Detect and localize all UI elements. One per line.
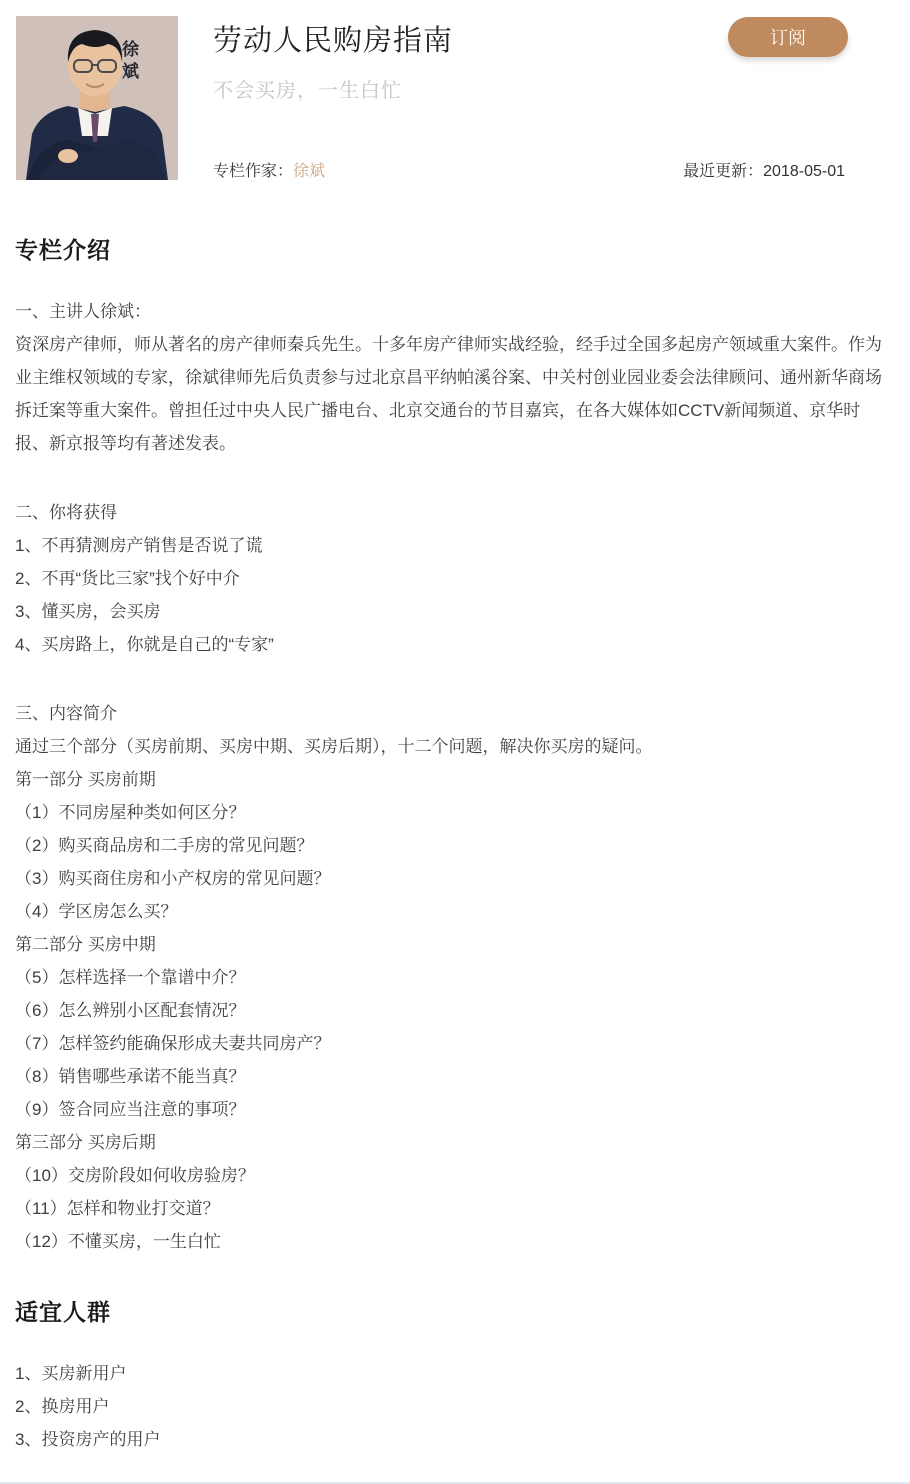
paragraph	[15, 295, 888, 460]
text-line: 第三部分 买房后期	[15, 1133, 156, 1152]
column-header	[0, 0, 910, 196]
content	[0, 232, 910, 1456]
text-line: 资深房产律师，师从著名的房产律师秦兵先生。十多年房产律师实战经验，经手过全国多起房产领域重大案件。作为业主维权领域的专家，徐斌律师先后负责参与过北京昌平纳帕溪谷案、中关村创业园业委会法律顾问、通州新华商场拆迁案等重大案件。曾担任过中央人民广播电台、北京交通台的节目嘉宾，在各大媒体如CCTV新闻频道、京华时报、新京报等均有著述发表。	[15, 335, 882, 453]
text-line: 3、懂买房，会买房	[15, 602, 161, 621]
section-heading-1: 适宜人群	[15, 1299, 111, 1325]
author-label: 专栏作家：	[213, 163, 294, 180]
text-line: （5）怎样选择一个靠谱中介？	[15, 968, 246, 987]
paragraph	[15, 496, 888, 661]
update-meta	[683, 158, 845, 181]
text-line: （12）不懂买房，一生白忙	[15, 1232, 221, 1251]
subscribe-button[interactable]: 订阅	[728, 17, 848, 57]
header-meta-row	[213, 158, 845, 181]
section-heading-0: 专栏介绍	[15, 237, 111, 263]
text-line: （3）购买商住房和小产权房的常见问题？	[15, 869, 331, 888]
text-line: 1、买房新用户	[15, 1364, 127, 1383]
author-photo-name-caption: 徐斌	[119, 40, 138, 84]
text-line: （11）怎样和物业打交道？	[15, 1199, 220, 1218]
text-line: 1、不再猜测房产销售是否说了谎	[15, 536, 263, 555]
text-line: 三、内容简介	[15, 704, 117, 723]
text-line: （8）销售哪些承诺不能当真？	[15, 1067, 246, 1086]
text-line: （4）学区房怎么买？	[15, 902, 178, 921]
text-line: 一、主讲人徐斌：	[15, 302, 151, 321]
page-title: 劳动人民购房指南	[213, 25, 454, 57]
author-photo-illustration	[16, 16, 178, 180]
text-line: 二、你将获得	[15, 503, 117, 522]
text-line: 第二部分 买房中期	[15, 935, 156, 954]
text-line: 通过三个部分（买房前期、买房中期、买房后期），十二个问题，解决你买房的疑问。	[15, 737, 653, 756]
author-meta	[213, 158, 325, 181]
author-photo	[16, 16, 178, 180]
text-line: 2、不再“货比三家”找个好中介	[15, 569, 240, 588]
text-line: （7）怎样签约能确保形成夫妻共同房产？	[15, 1034, 331, 1053]
text-line: 3、投资房产的用户	[15, 1430, 161, 1449]
text-line: 4、买房路上，你就是自己的“专家”	[15, 635, 274, 654]
text-line: （6）怎么辨别小区配套情况？	[15, 1001, 246, 1020]
author-link[interactable]: 徐斌	[293, 163, 326, 180]
text-line: （10）交房阶段如何收房验房？	[15, 1166, 255, 1185]
update-label: 最近更新：	[683, 163, 764, 180]
page-subtitle: 不会买房，一生白忙	[213, 80, 402, 102]
text-line: 2、换房用户	[15, 1397, 110, 1416]
text-line: （2）购买商品房和二手房的常见问题？	[15, 836, 314, 855]
update-date: 2018-05-01	[763, 163, 845, 180]
paragraph	[15, 697, 888, 1258]
text-line: 第一部分 买房前期	[15, 770, 156, 789]
text-line: （9）签合同应当注意的事项？	[15, 1100, 246, 1119]
paragraph	[15, 1357, 888, 1456]
text-line: （1）不同房屋种类如何区分？	[15, 803, 246, 822]
